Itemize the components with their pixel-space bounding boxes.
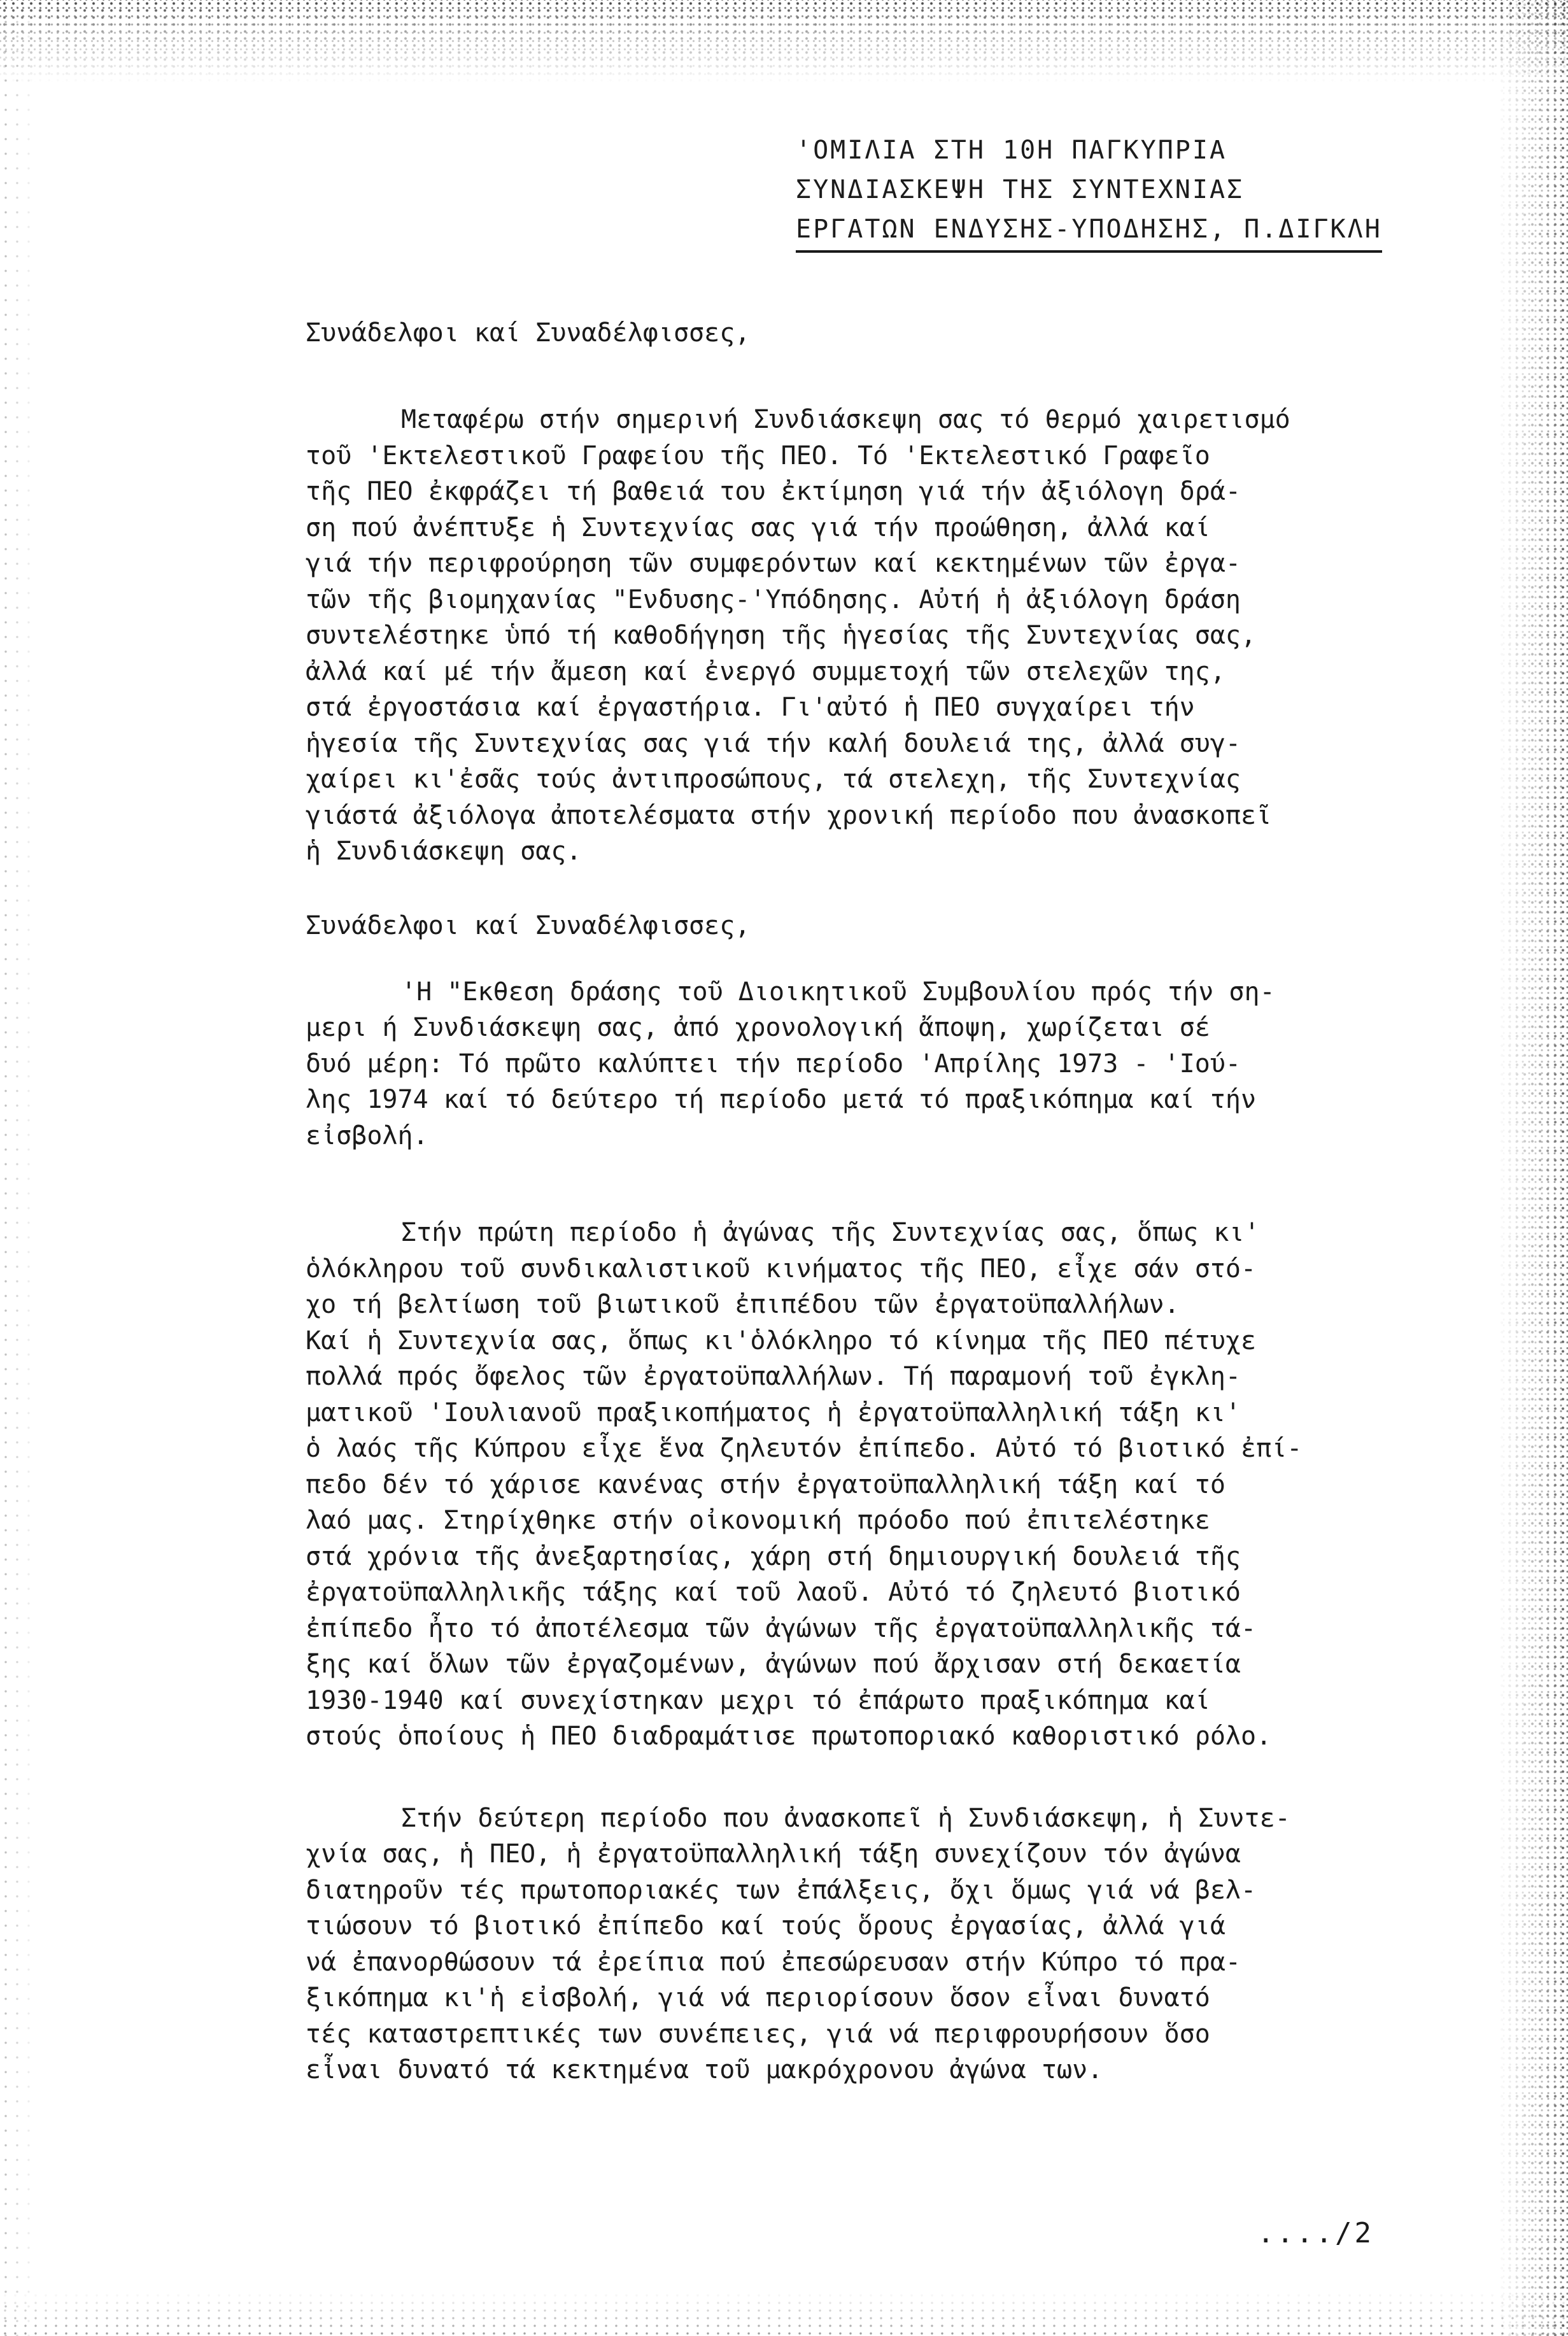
text-line: ἐργατοϋπαλληλικῆς τάξης καί τοῦ λαοῦ. Αὐτό τό ζηλευτό βιοτικό: [306, 1578, 1241, 1607]
text-line: διατηροῦν τές πρωτοποριακές των ἐπάλξεις, ὄχι ὅμως γιά νά βελ-: [306, 1875, 1257, 1905]
text-line: τές καταστρεπτικές των συνέπειες, γιά νά περιφρουρήσουν ὅσο: [306, 2019, 1210, 2049]
paragraph-report-overview: [306, 974, 1515, 1154]
text-line: ὁ λαός τῆς Κύπρου εἶχε ἕνα ζηλευτόν ἐπίπεδο. Αὐτό τό βιοτικό ἐπί-: [306, 1434, 1303, 1463]
text-line: ξης καί ὅλων τῶν ἐργαζομένων, ἀγώνων πού ἄρχισαν στή δεκαετία: [306, 1650, 1241, 1679]
text-line: εἰσβολή.: [306, 1121, 428, 1150]
text-line: εἶναι δυνατό τά κεκτημένα τοῦ μακρόχρονου ἀγώνα των.: [306, 2055, 1103, 2085]
text-line: Καί ἡ Συντεχνία σας, ὅπως κι'ὁλόκληρο τό κίνημα τῆς ΠΕΟ πέτυχε: [306, 1326, 1257, 1356]
text-line: ἀλλά καί μέ τήν ἄμεση καί ἐνεργό συμμετοχή τῶν στελεχῶν της,: [306, 656, 1225, 686]
text-line: ματικοῦ 'Ιουλιανοῦ πραξικοπήματος ἡ ἐργατοϋπαλληλική τάξη κι': [306, 1398, 1241, 1427]
text-line: ἡ Συνδιάσκεψη σας.: [306, 837, 582, 866]
text-line: γιάστά ἀξιόλογα ἀποτελέσματα στήν χρονική περίοδο που ἀνασκοπεῖ: [306, 800, 1272, 830]
text-line: 'Η "Εκθεση δράσης τοῦ Διοικητικοῦ Συμβουλίου πρός τήν ση-: [401, 977, 1275, 1007]
text-line: συντελέστηκε ὑπό τή καθοδήγηση τῆς ἡγεσίας τῆς Συντεχνίας σας,: [306, 621, 1257, 650]
text-line: στά χρόνια τῆς ἀνεξαρτησίας, χάρη στή δημιουργική δουλειά τῆς: [306, 1541, 1241, 1571]
text-line: ἡγεσία τῆς Συντεχνίας σας γιά τήν καλή δουλειά της, ἀλλά συγ-: [306, 728, 1241, 758]
scan-edge-noise-bottom: [0, 2291, 1568, 2336]
page-continuation-marker: ..../2: [1257, 2217, 1374, 2249]
text-line: στούς ὁποίους ἡ ΠΕΟ διαδραμάτισε πρωτοποριακό καθοριστικό ρόλο.: [306, 1722, 1272, 1751]
speech-body: [306, 315, 1515, 2088]
text-line: χαίρει κι'ἐσᾶς τούς ἀντιπροσώπους, τά στελεχη, τῆς Συντεχνίας: [306, 765, 1241, 794]
text-line: Στήν δεύτερη περίοδο που ἀνασκοπεῖ ἡ Συνδιάσκεψη, ἡ Συντε-: [401, 1803, 1290, 1833]
text-line: πεδο δέν τό χάρισε κανένας στήν ἐργατοϋπαλληλική τάξη καί τό: [306, 1469, 1225, 1499]
speech-header: [796, 131, 1464, 253]
text-line: Μεταφέρω στήν σημερινή Συνδιάσκεψη σας τό θερμό χαιρετισμό: [401, 405, 1290, 434]
paragraph-greeting: [306, 402, 1515, 870]
text-line: λης 1974 καί τό δεύτερο τή περίοδο μετά τό πραξικόπημα καί τήν: [306, 1085, 1257, 1114]
text-line: δυό μέρη: Τό πρῶτο καλύπτει τήν περίοδο 'Απρίλης 1973 - 'Ιού-: [306, 1049, 1241, 1079]
paragraph-first-period: [306, 1215, 1515, 1755]
text-line: τιώσουν τό βιοτικό ἐπίπεδο καί τούς ὅρους ἐργασίας, ἀλλά γιά: [306, 1911, 1225, 1941]
text-line: λαό μας. Στηρίχθηκε στήν οἰκονομική πρόοδο πού ἐπιτελέστηκε: [306, 1506, 1210, 1535]
text-line: τῶν τῆς βιομηχανίας "Ενδυσης-'Υπόδησης. Αὐτή ἡ ἀξιόλογη δράση: [306, 584, 1241, 614]
paragraph-second-period: [306, 1801, 1515, 2088]
text-line: πολλά πρός ὄφελος τῶν ἐργατοϋπαλλήλων. Τή παραμονή τοῦ ἐγκλη-: [306, 1362, 1241, 1391]
text-line: ξικόπημα κι'ἡ εἰσβολή, γιά νά περιορίσουν ὅσον εἶναι δυνατό: [306, 1983, 1210, 2013]
text-line: χο τή βελτίωση τοῦ βιωτικοῦ ἐπιπέδου τῶν ἐργατοϋπαλλήλων.: [306, 1290, 1180, 1319]
header-line-2: ΣΥΝΔΙΑΣΚΕΨΗ ΤΗΣ ΣΥΝΤΕΧΝΙΑΣ: [796, 175, 1245, 204]
text-line: τοῦ 'Εκτελεστικοῦ Γραφείου τῆς ΠΕΟ. Τό 'Εκτελεστικό Γραφεῖο: [306, 441, 1210, 471]
text-line: ὁλόκληρου τοῦ συνδικαλιστικοῦ κινήματος τῆς ΠΕΟ, εἶχε σάν στό-: [306, 1254, 1257, 1284]
salutation-second: Συνάδελφοι καί Συναδέλφισσες,: [306, 910, 751, 940]
header-line-3: ΕΡΓΑΤΩΝ ΕΝΔΥΣΗΣ-ΥΠΟΔΗΣΗΣ, Π.ΔΙΓΚΛΗ: [796, 209, 1382, 253]
text-line: γιά τήν περιφρούρηση τῶν συμφερόντων καί κεκτημένων τῶν ἐργα-: [306, 549, 1241, 578]
text-line: χνία σας, ἡ ΠΕΟ, ἡ ἐργατοϋπαλληλική τάξη συνεχίζουν τόν ἀγώνα: [306, 1839, 1241, 1869]
text-line: ἐπίπεδο ἦτο τό ἀποτέλεσμα τῶν ἀγώνων τῆς ἐργατοϋπαλληλικῆς τά-: [306, 1613, 1257, 1643]
salutation-opening: Συνάδελφοι καί Συναδέλφισσες,: [306, 318, 751, 348]
text-line: ση πού ἀνέπτυξε ἡ Συντεχνίας σας γιά τήν προώθηση, ἀλλά καί: [306, 513, 1210, 542]
text-line: μερι ή Συνδιάσκεψη σας, ἀπό χρονολογική ἄποψη, χωρίζεται σέ: [306, 1013, 1210, 1042]
text-line: Στήν πρώτη περίοδο ἡ ἀγώνας τῆς Συντεχνίας σας, ὅπως κι': [401, 1218, 1260, 1247]
text-line: τῆς ΠΕΟ ἐκφράζει τή βαθειά του ἐκτίμηση γιά τήν ἀξιόλογη δρά-: [306, 477, 1241, 506]
text-line: στά ἐργοστάσια καί ἐργαστήρια. Γι'αὐτό ἡ ΠΕΟ συγχαίρει τήν: [306, 693, 1195, 722]
text-line: νά ἐπανορθώσουν τά ἐρείπια πού ἐπεσώρευσαν στήν Κύπρο τό πρα-: [306, 1947, 1241, 1977]
text-line: 1930-1940 καί συνεχίστηκαν μεχρι τό ἐπάρωτο πραξικόπημα καί: [306, 1685, 1210, 1715]
scan-edge-noise-left: [0, 0, 38, 2336]
header-line-1: 'ΟΜΙΛΙΑ ΣΤΗ 10Η ΠΑΓΚΥΠΡΙΑ: [796, 136, 1227, 165]
scan-edge-noise-top: [0, 0, 1568, 83]
